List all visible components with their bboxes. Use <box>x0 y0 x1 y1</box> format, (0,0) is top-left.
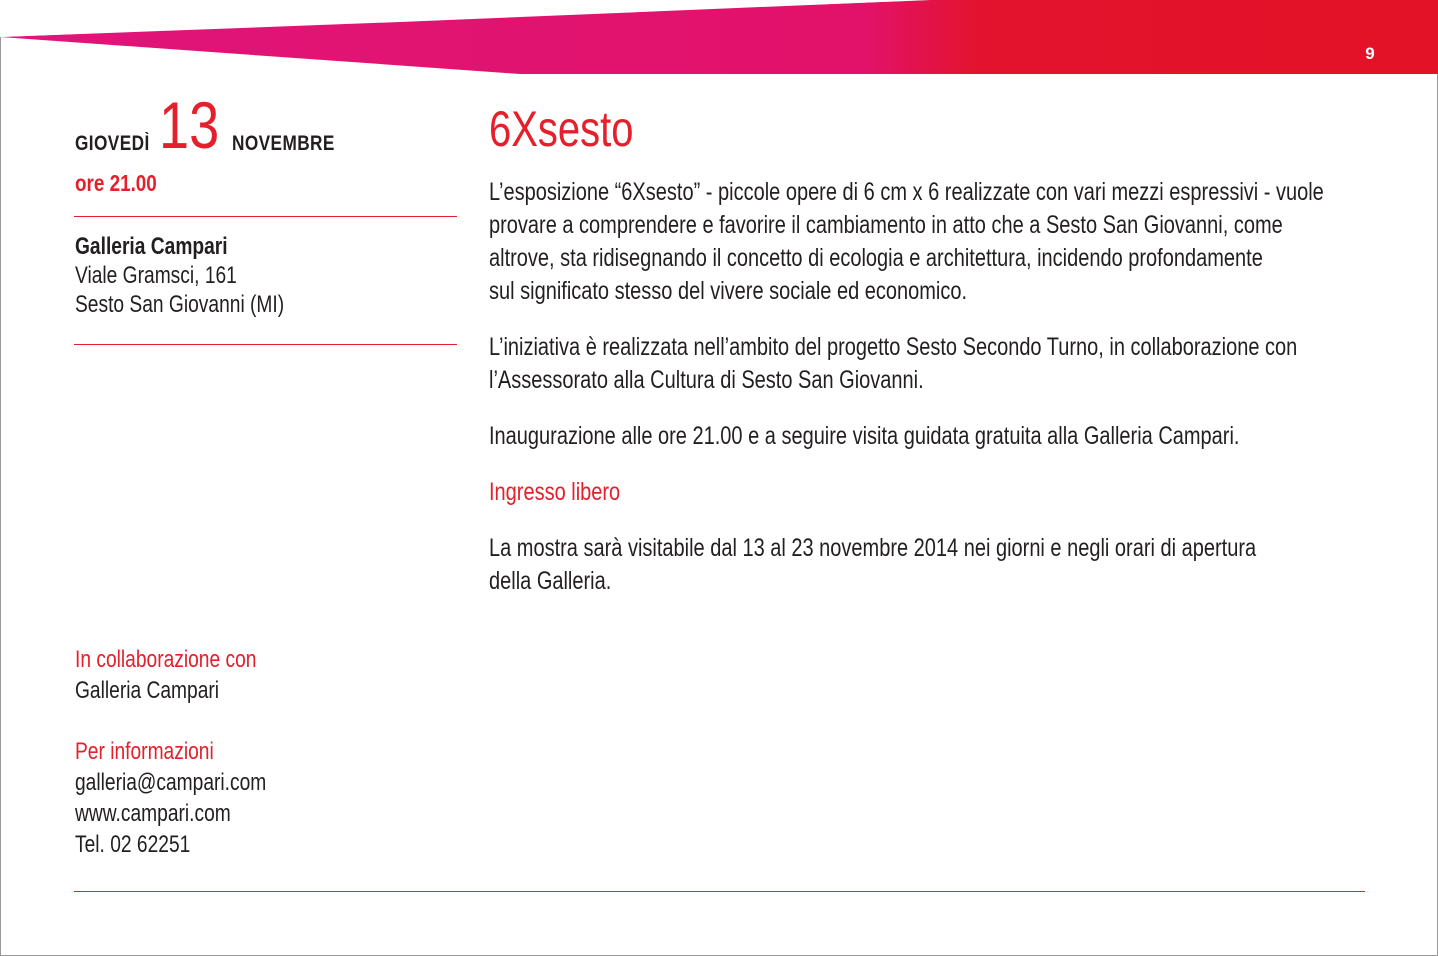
entry-label: Ingresso libero <box>489 478 621 506</box>
paragraph-exhibition-dates <box>489 532 1329 598</box>
paragraph-line: Inaugurazione alle ore 21.00 e a seguire visita guidata gratuita alla Galleria Campari. <box>489 422 1240 450</box>
information-label: Per informazioni <box>75 738 214 765</box>
divider-top <box>74 216 457 217</box>
paragraph-line: provare a comprendere e favorire il cambiamento in atto che a Sesto San Giovanni, come <box>489 211 1283 239</box>
event-weekday: GIOVEDÌ <box>75 132 150 155</box>
divider-middle <box>74 344 457 345</box>
collaboration-label: In collaborazione con <box>75 646 257 673</box>
information-phone: Tel. 02 62251 <box>75 831 191 858</box>
paragraph-line: della Galleria. <box>489 567 612 595</box>
venue-address: Viale Gramsci, 161 <box>75 262 237 289</box>
information-block <box>75 736 314 860</box>
collaboration-block <box>75 644 302 706</box>
article-title: 6Xsesto <box>489 101 634 157</box>
venue-name: Galleria Campari <box>75 233 228 260</box>
article-body <box>489 176 1438 621</box>
entry-note <box>489 476 1329 509</box>
paragraph-line: L’esposizione “6Xsesto” - piccole opere di 6 cm x 6 realizzate con vari mezzi espressivi - vuole <box>489 178 1324 206</box>
venue-block <box>75 232 336 319</box>
event-day: 13 <box>159 88 220 162</box>
paragraph-line: l’Assessorato alla Cultura di Sesto San Giovanni. <box>489 366 924 394</box>
paragraph-description <box>489 176 1329 308</box>
information-website[interactable]: www.campari.com <box>75 800 231 827</box>
divider-bottom <box>74 891 1365 892</box>
paragraph-inauguration <box>489 420 1329 453</box>
information-email[interactable]: galleria@campari.com <box>75 769 267 796</box>
venue-city: Sesto San Giovanni (MI) <box>75 291 285 318</box>
collaboration-partner: Galleria Campari <box>75 677 220 704</box>
page-number: 9 <box>1365 44 1375 63</box>
paragraph-line: La mostra sarà visitabile dal 13 al 23 novembre 2014 nei giorni e negli orari di apertura <box>489 534 1257 562</box>
paragraph-line: sul significato stesso del vivere sociale ed economico. <box>489 277 968 305</box>
event-month: NOVEMBRE <box>232 132 335 155</box>
paragraph-line: altrove, sta ridisegnando il concetto di ecologia e architettura, incidendo profondamente <box>489 244 1263 272</box>
paragraph-initiative <box>489 331 1329 397</box>
event-time: ore 21.00 <box>75 170 157 196</box>
header-banner <box>0 0 1438 80</box>
paragraph-line: L’iniziativa è realizzata nell’ambito del progetto Sesto Secondo Turno, in collaborazione con <box>489 333 1298 361</box>
